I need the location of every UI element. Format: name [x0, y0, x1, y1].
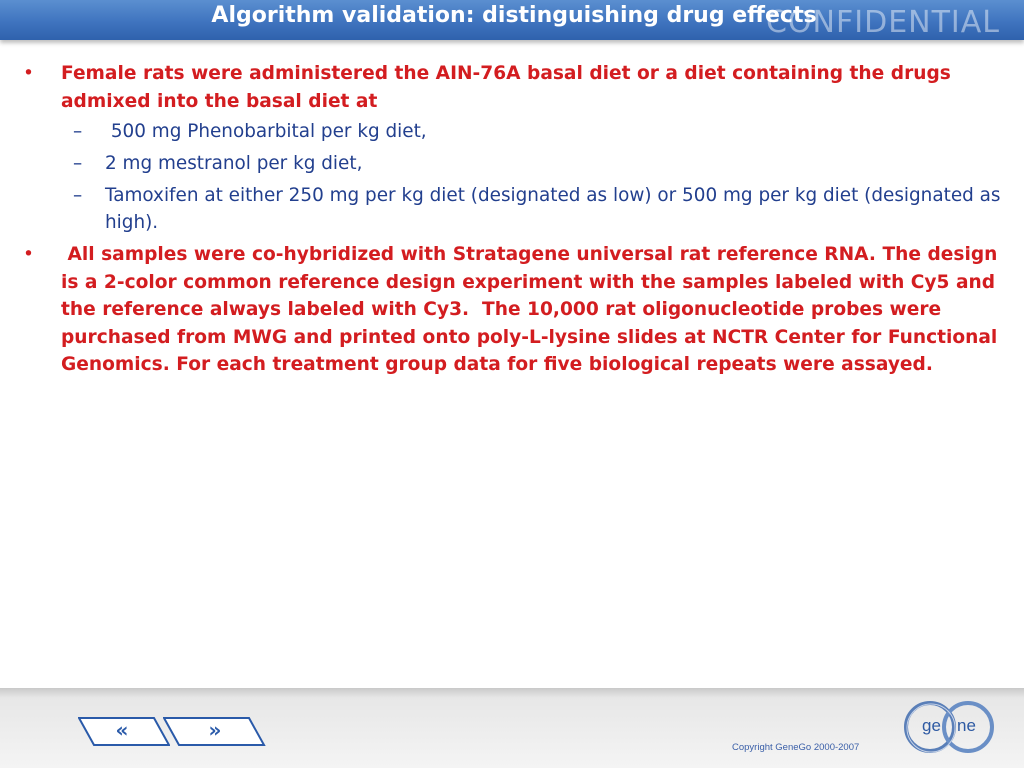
- svg-text:ne: ne: [957, 716, 976, 735]
- sub-item-text: 500 mg Phenobarbital per kg diet,: [105, 121, 427, 142]
- genego-logo-icon: [902, 700, 1002, 756]
- dash-icon: –: [73, 185, 83, 206]
- bullet-text: All samples were co-hybridized with Stratagene universal rat reference RNA. The design is a 2-color common reference design experiment with the samples labeled with Cy5 and the reference always labeled with Cy3. The 10,000 rat oligonucleotide probes were purchased from MWG and printed onto poly-L-lysine slides at NCTR Center for Functional Genomics. For each treatment group data for five biological repeats were assayed.: [61, 244, 1004, 375]
- next-arrow-icon: »: [208, 718, 222, 742]
- previous-slide-button[interactable]: [78, 717, 166, 745]
- logo-text: ge: [922, 716, 941, 735]
- sub-list: [20, 118, 1010, 236]
- slide-content: [20, 60, 1010, 379]
- genego-logo: [902, 700, 1002, 756]
- bullet-dot-icon: •: [23, 63, 34, 84]
- dash-icon: –: [73, 121, 83, 142]
- sub-item: [20, 150, 1010, 177]
- sub-item-text: Tamoxifen at either 250 mg per kg diet (designated as low) or 500 mg per kg diet (designated as high).: [105, 185, 1001, 233]
- bullet-item: [20, 241, 1010, 379]
- bullet-item: [20, 60, 1010, 115]
- slide-title: Algorithm validation: distinguishing drug effects: [211, 3, 817, 28]
- sub-item: [20, 118, 1010, 145]
- sub-item-text: 2 mg mestranol per kg diet,: [105, 153, 363, 174]
- bullet-text: Female rats were administered the AIN-76A basal diet or a diet containing the drugs admixed into the basal diet at: [61, 63, 951, 112]
- next-slide-button[interactable]: [163, 717, 251, 745]
- slide-header: [0, 0, 1024, 40]
- copyright-text: Copyright GeneGo 2000-2007: [732, 742, 860, 753]
- sub-item: [20, 182, 1010, 236]
- dash-icon: –: [73, 153, 83, 174]
- confidential-watermark: CONFIDENTIAL: [765, 5, 1000, 40]
- bullet-dot-icon: •: [23, 244, 34, 265]
- prev-arrow-icon: «: [115, 718, 129, 742]
